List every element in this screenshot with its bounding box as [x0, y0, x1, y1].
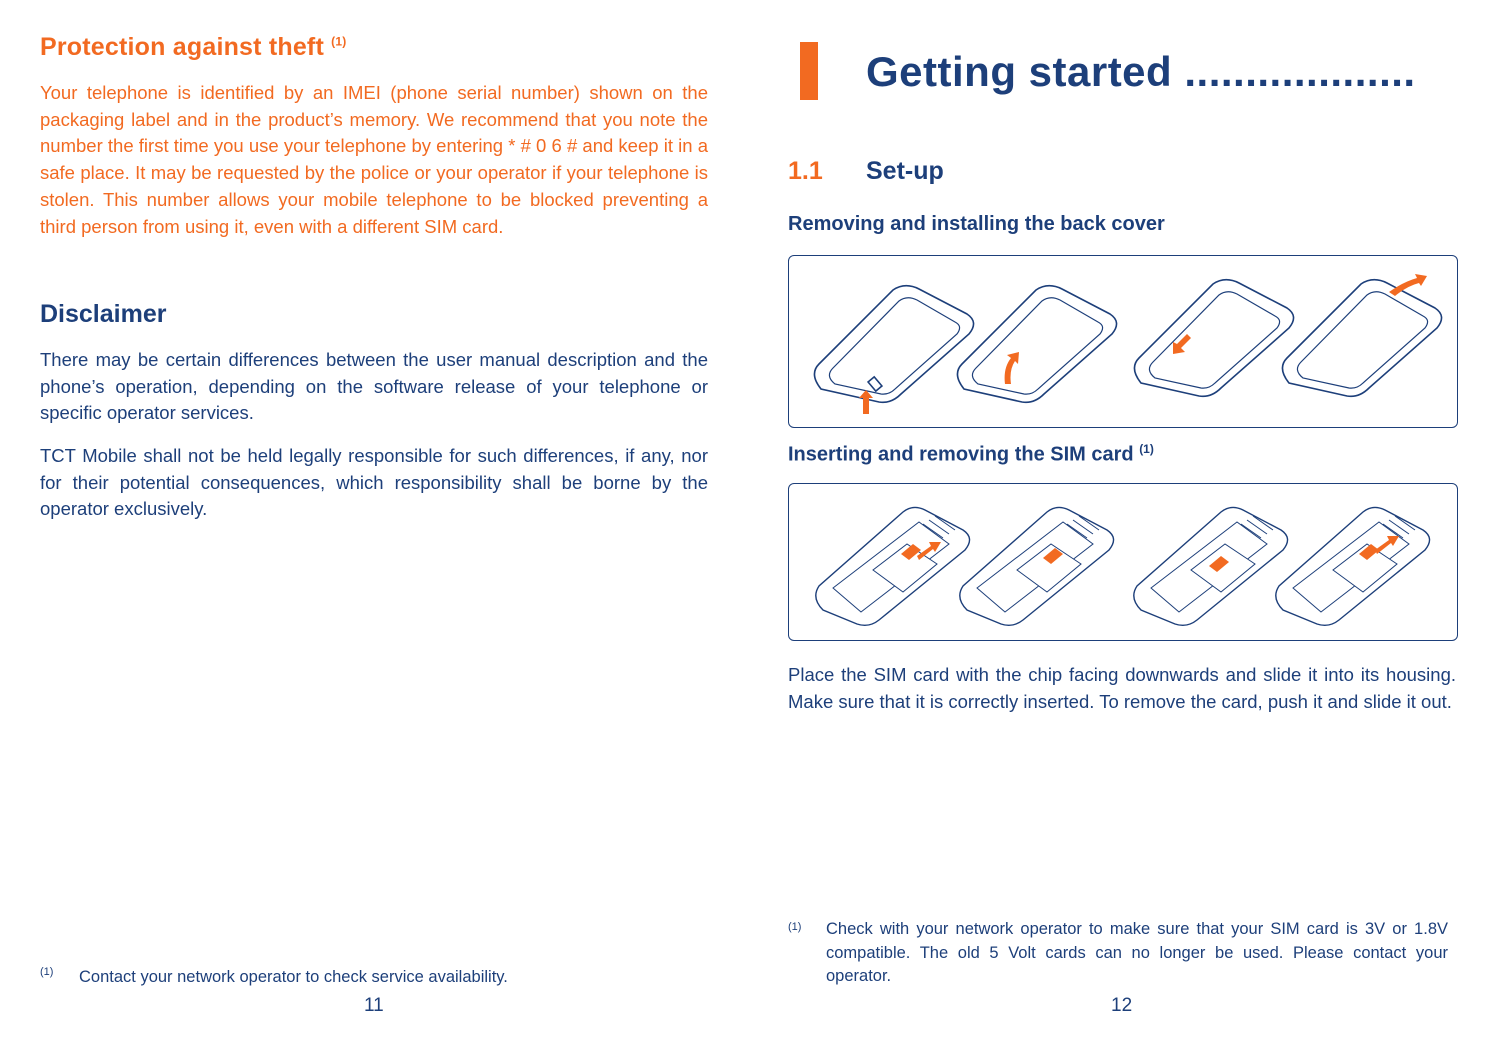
disclaimer-heading: Disclaimer: [40, 300, 167, 328]
phone-back-3: [1134, 280, 1293, 397]
back-cover-steps-drawing: [789, 256, 1457, 427]
left-page: [0, 0, 748, 1063]
theft-paragraph: Your telephone is identified by an IMEI (phone serial number) shown on the packaging label and in the product’s memory. We recommend that you note the number the first time you use your telephone by entering * # 0 6 # and keep it in a safe place. It may be requested by the police or your operator if your telephone is stolen. This number allows your mobile telephone to be blocked preventing a third person from using it, even with a different SIM card.: [40, 82, 708, 237]
theft-heading: Protection against theft $^{(1)}$: [40, 33, 347, 61]
disclaimer-paragraph-2: TCT Mobile shall not be held legally responsible for such differences, if any, nor for their potential consequences, which responsibility shall be borne by the operator exclusively.: [40, 445, 708, 520]
back-cover-subheading: Removing and installing the back cover: [788, 213, 1165, 235]
sim-instructions: Place the SIM card with the chip facing downwards and slide it into its housing. Make sure that it is correctly inserted. To remove the card, push it and slide it out.: [788, 664, 1456, 712]
chapter-number-bar: [800, 42, 818, 100]
phone-open-1: [816, 507, 970, 625]
section-title: Set-up: [866, 157, 944, 185]
back-cover-illustration: [788, 255, 1458, 428]
sim-card-steps-drawing: [789, 484, 1457, 640]
phone-back-4: [1282, 280, 1441, 397]
page-number: 12: [1111, 995, 1133, 1016]
phone-open-2: [960, 507, 1114, 625]
phone-back-1: [814, 286, 973, 403]
footnote-mark: (1): [40, 966, 54, 978]
section-number: 1.1: [788, 157, 823, 185]
footnote-text: Contact your network operator to check service availability.: [79, 968, 508, 986]
footnote-text: Check with your network operator to make sure that your SIM card is 3V or 1.8V compatible. The old 5 Volt cards can no longer be used. Please contact your operator.: [826, 920, 1448, 985]
sim-card-illustration: [788, 483, 1458, 641]
page-number: 11: [364, 995, 384, 1016]
disclaimer-paragraph-1: There may be certain differences between the user manual description and the phone’s operation, depending on the software release of your telephone or specific operator services.: [40, 349, 708, 424]
chapter-title: Getting started ...................: [866, 48, 1416, 95]
theft-heading-note: (1): [331, 34, 347, 49]
arrow-curve-down-icon: [1389, 274, 1427, 296]
phone-back-2: [957, 286, 1116, 403]
sim-subheading: Inserting and removing the SIM card $^{(1)}$: [788, 442, 1154, 466]
footnote-mark: (1): [788, 921, 802, 933]
right-page: [748, 0, 1497, 1063]
sim-subheading-note: (1): [1139, 442, 1154, 456]
phone-open-4: [1276, 507, 1430, 625]
